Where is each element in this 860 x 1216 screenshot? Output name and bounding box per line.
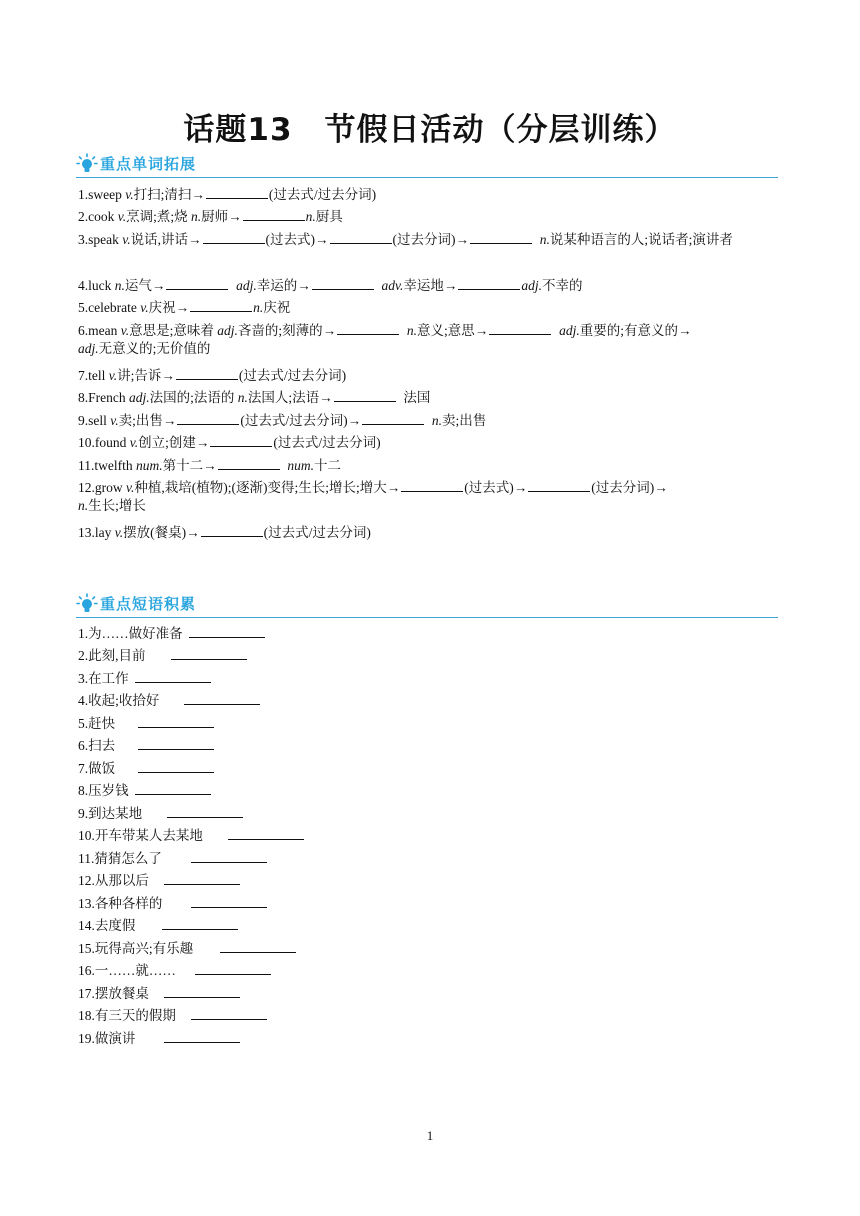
word-item-3: 3.speak v.说话,讲话→ (过去式)→ (过去分词)→ n.说某种语言的人;说话者;演讲者 [78,232,733,247]
answer-blank[interactable] [191,1007,267,1020]
answer-blank[interactable] [334,389,396,402]
word-item-8: 8.French adj.法国的;法语的 n.法国人;法语→ 法国 [78,390,431,405]
answer-blank[interactable] [401,479,463,492]
word-item-7: 7.tell v.讲;告诉→ (过去式/过去分词) [78,368,347,383]
section-heading: 重点单词拓展 [100,155,197,173]
answer-blank[interactable] [458,277,520,290]
phrase-item: 5.赶快 [78,715,214,733]
phrase-item: 18.有三天的假期 [78,1007,267,1025]
answer-blank[interactable] [190,299,252,312]
section-header-words [76,153,778,178]
answer-blank[interactable] [362,412,424,425]
answer-blank[interactable] [138,760,214,773]
lightbulb-icon [76,593,98,615]
phrase-item: 12.从那以后 [78,872,240,890]
lightbulb-icon [76,153,98,175]
phrase-item: 3.在工作 [78,670,211,688]
word-item-6: 6.mean v.意思是;意味着 adj.吝啬的;刻薄的→ n.意义;意思→ adj.重要的;有意义的→ adj.无意义的;无价值的 [78,323,692,356]
answer-blank[interactable] [135,782,211,795]
phrase-item: 15.玩得高兴;有乐趣 [78,940,296,958]
answer-blank[interactable] [162,917,238,930]
word-item-9: 9.sell v.卖;出售→ (过去式/过去分词)→ n.卖;出售 [78,413,487,428]
phrase-item: 9.到达某地 [78,805,243,823]
answer-blank[interactable] [218,457,280,470]
phrase-item: 4.收起;收拾好 [78,692,260,710]
answer-blank[interactable] [138,715,214,728]
answer-blank[interactable] [220,940,296,953]
answer-blank[interactable] [337,322,399,335]
answer-blank[interactable] [167,805,243,818]
phrase-item: 8.压岁钱 [78,782,211,800]
answer-blank[interactable] [228,827,304,840]
answer-blank[interactable] [171,647,247,660]
answer-blank[interactable] [164,872,240,885]
word-item-5: 5.celebrate v.庆祝→ n.庆祝 [78,300,291,315]
answer-blank[interactable] [243,208,305,221]
phrase-item: 17.摆放餐桌 [78,985,240,1003]
answer-blank[interactable] [164,1030,240,1043]
word-item-4: 4.luck n.运气→ adj.幸运的→ adv.幸运地→ adj.不幸的 [78,278,583,293]
section-heading: 重点短语积累 [100,595,197,613]
page-number: 1 [426,1128,434,1143]
answer-blank[interactable] [184,692,260,705]
word-item-13: 13.lay v.摆放(餐桌)→ (过去式/过去分词) [78,525,371,540]
answer-blank[interactable] [470,231,532,244]
phrase-item: 14.去度假 [78,917,238,935]
answer-blank[interactable] [177,412,239,425]
section-header-phrases [76,593,778,618]
answer-blank[interactable] [135,670,211,683]
answer-blank[interactable] [191,850,267,863]
word-item-12: 12.grow v.种植,栽培(植物);(逐渐)变得;生长;增长;增大→ (过去式)→ (过去分词)→ n.生长;增长 [78,480,668,513]
phrase-item: 16.一……就…… [78,962,271,980]
answer-blank[interactable] [528,479,590,492]
answer-blank[interactable] [164,985,240,998]
answer-blank[interactable] [489,322,551,335]
phrase-item: 10.开车带某人去某地 [78,827,304,845]
answer-blank[interactable] [203,231,265,244]
phrase-item: 19.做演讲 [78,1030,240,1048]
word-item-1: 1.sweep v.打扫;清扫→ (过去式/过去分词) [78,187,377,202]
answer-blank[interactable] [138,737,214,750]
answer-blank[interactable] [191,895,267,908]
answer-blank[interactable] [166,277,228,290]
answer-blank[interactable] [330,231,392,244]
word-item-2: 2.cook v.烹调;煮;烧 n.厨师→ n.厨具 [78,209,343,224]
phrase-item: 7.做饭 [78,760,214,778]
answer-blank[interactable] [312,277,374,290]
answer-blank[interactable] [176,367,238,380]
answer-blank[interactable] [210,434,272,447]
answer-blank[interactable] [189,625,265,638]
word-item-10: 10.found v.创立;创建→ (过去式/过去分词) [78,435,381,450]
answer-blank[interactable] [206,186,268,199]
word-item-11: 11.twelfth num.第十二→ num.十二 [78,458,341,473]
answer-blank[interactable] [195,962,271,975]
phrase-item: 2.此刻,目前 [78,647,247,665]
phrase-item: 1.为……做好准备 [78,625,265,643]
phrase-item: 13.各种各样的 [78,895,267,913]
phrase-item: 6.扫去 [78,737,214,755]
page-title: 话题13 节假日活动（分层训练） [183,112,677,148]
answer-blank[interactable] [201,524,263,537]
phrase-item: 11.猜猜怎么了 [78,850,267,868]
